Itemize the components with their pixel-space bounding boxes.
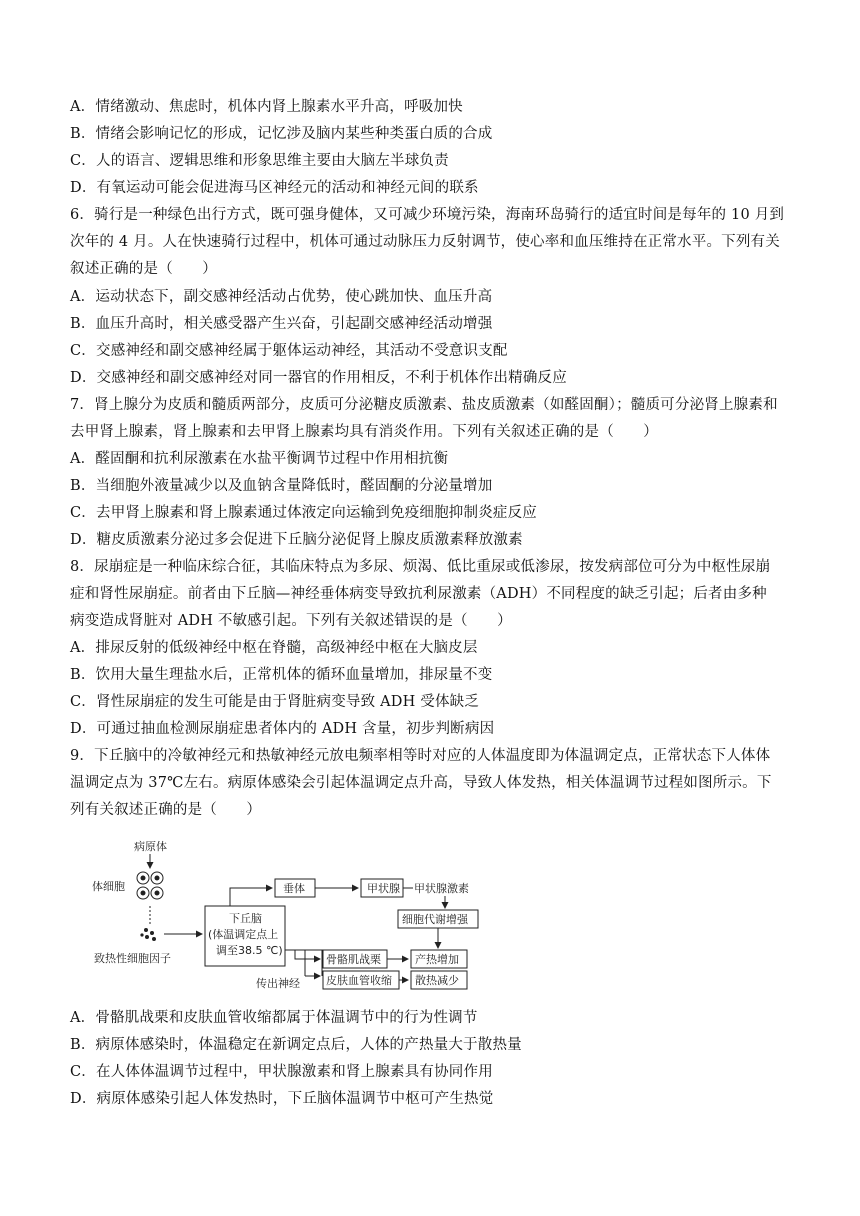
q6-option-c: C．交感神经和副交感神经属于躯体运动神经，其活动不受意识支配 — [70, 343, 508, 359]
q8-option-a: A．排尿反射的低级神经中枢在脊髓，高级神经中枢在大脑皮层 — [70, 640, 478, 656]
q6-stem-line3: 叙述正确的是（ ） — [70, 261, 217, 277]
label-metabolism: 细胞代谢增强 — [402, 913, 468, 926]
q9-stem-line2: 温调定点为 37℃左右。病原体感染会引起体温调定点升高，导致人体发热，相关体温调节过程如图所示。下 — [70, 775, 772, 791]
q9-option-d: D．病原体感染引起人体发热时，下丘脑体温调节中枢可产生热觉 — [70, 1091, 494, 1107]
label-hypothalamus-3: 调至38.5 ℃) — [216, 944, 283, 957]
thermoregulation-diagram — [90, 838, 510, 998]
label-pyrogen: 致热性细胞因子 — [94, 952, 171, 965]
q6-stem-line2: 次年的 4 月。人在快速骑行过程中，机体可通过动脉压力反射调节，使心率和血压维持在正常水平。下列有关 — [70, 234, 780, 250]
q8-stem-line3: 病变造成肾脏对 ADH 不敏感引起。下列有关叙述错误的是（ ） — [70, 613, 512, 629]
q9-option-a: A．骨骼肌战栗和皮肤血管收缩都属于体温调节中的行为性调节 — [70, 1010, 478, 1026]
label-heat-production: 产热增加 — [415, 953, 459, 966]
label-hypothalamus-1: 下丘脑 — [229, 912, 262, 925]
q5-option-d: D．有氧运动可能会促进海马区神经元的活动和神经元间的联系 — [70, 180, 479, 196]
label-vasoconstriction: 皮肤血管收缩 — [326, 974, 392, 987]
q9-stem-line1: 9．下丘脑中的冷敏神经元和热敏神经元放电频率相等时对应的人体温度即为体温调定点，正常状态下人体体 — [70, 748, 771, 764]
q9-option-c: C．在人体体温调节过程中，甲状腺激素和肾上腺素具有协同作用 — [70, 1064, 493, 1080]
q6-option-b: B．血压升高时，相关感受器产生兴奋，引起副交感神经活动增强 — [70, 316, 493, 332]
q6-option-a: A．运动状态下，副交感神经活动占优势，使心跳加快、血压升高 — [70, 289, 493, 305]
label-body-cell: 体细胞 — [92, 880, 125, 893]
label-thyroid-hormone: 甲状腺激素 — [414, 882, 469, 895]
q7-option-d: D．糖皮质激素分泌过多会促进下丘脑分泌促肾上腺皮质激素释放激素 — [70, 532, 523, 548]
label-heat-loss: 散热减少 — [415, 974, 459, 987]
q9-option-b: B．病原体感染时，体温稳定在新调定点后，人体的产热量大于散热量 — [70, 1037, 522, 1053]
q7-option-a: A．醛固酮和抗利尿激素在水盐平衡调节过程中作用相抗衡 — [70, 451, 449, 467]
q8-option-c: C．肾性尿崩症的发生可能是由于肾脏病变导致 ADH 受体缺乏 — [70, 694, 480, 710]
q7-option-c: C．去甲肾上腺素和肾上腺素通过体液定向运输到免疫细胞抑制炎症反应 — [70, 505, 537, 521]
q8-option-d: D．可通过抽血检测尿崩症患者体内的 ADH 含量，初步判断病因 — [70, 721, 495, 737]
q5-option-b: B．情绪会影响记忆的形成，记忆涉及脑内某些种类蛋白质的合成 — [70, 126, 493, 142]
q5-option-c: C．人的语言、逻辑思维和形象思维主要由大脑左半球负责 — [70, 153, 449, 169]
label-thyroid: 甲状腺 — [367, 882, 400, 895]
q8-option-b: B．饮用大量生理盐水后，正常机体的循环血量增加，排尿量不变 — [70, 667, 493, 683]
label-efferent: 传出神经 — [256, 977, 300, 990]
label-pituitary: 垂体 — [283, 882, 305, 895]
pyrogen-dots-icon — [140, 928, 156, 941]
label-pathogen: 病原体 — [134, 840, 167, 853]
q8-stem-line1: 8．尿崩症是一种临床综合征，其临床特点为多尿、烦渴、低比重尿或低渗尿，按发病部位可分为中枢性尿崩 — [70, 559, 771, 575]
q6-option-d: D．交感神经和副交感神经对同一器官的作用相反，不利于机体作出精确反应 — [70, 370, 567, 386]
q6-stem-line1: 6．骑行是一种绿色出行方式，既可强身健体，又可减少环境污染，海南环岛骑行的适宜时间是每年的 10 月到 — [70, 207, 785, 223]
q7-stem-line1: 7．肾上腺分为皮质和髓质两部分，皮质可分泌糖皮质激素、盐皮质激素（如醛固酮）；髓质可分泌肾上腺素和 — [70, 397, 778, 413]
label-shivering: 骨骼肌战栗 — [326, 953, 381, 966]
body-cells-icon — [137, 872, 163, 899]
q9-stem-line3: 列有关叙述正确的是（ ） — [70, 802, 262, 818]
q7-stem-line2: 去甲肾上腺素，肾上腺素和去甲肾上腺素均具有消炎作用。下列有关叙述正确的是（ ） — [70, 424, 658, 440]
label-hypothalamus-2: (体温调定点上 — [208, 928, 279, 941]
q8-stem-line2: 症和肾性尿崩症。前者由下丘脑—神经垂体病变导致抗利尿激素（ADH）不同程度的缺乏引起；后者由多种 — [70, 586, 767, 602]
q7-option-b: B．当细胞外液量减少以及血钠含量降低时，醛固酮的分泌量增加 — [70, 478, 493, 494]
q5-option-a: A．情绪激动、焦虑时，机体内肾上腺素水平升高，呼吸加快 — [70, 99, 463, 115]
